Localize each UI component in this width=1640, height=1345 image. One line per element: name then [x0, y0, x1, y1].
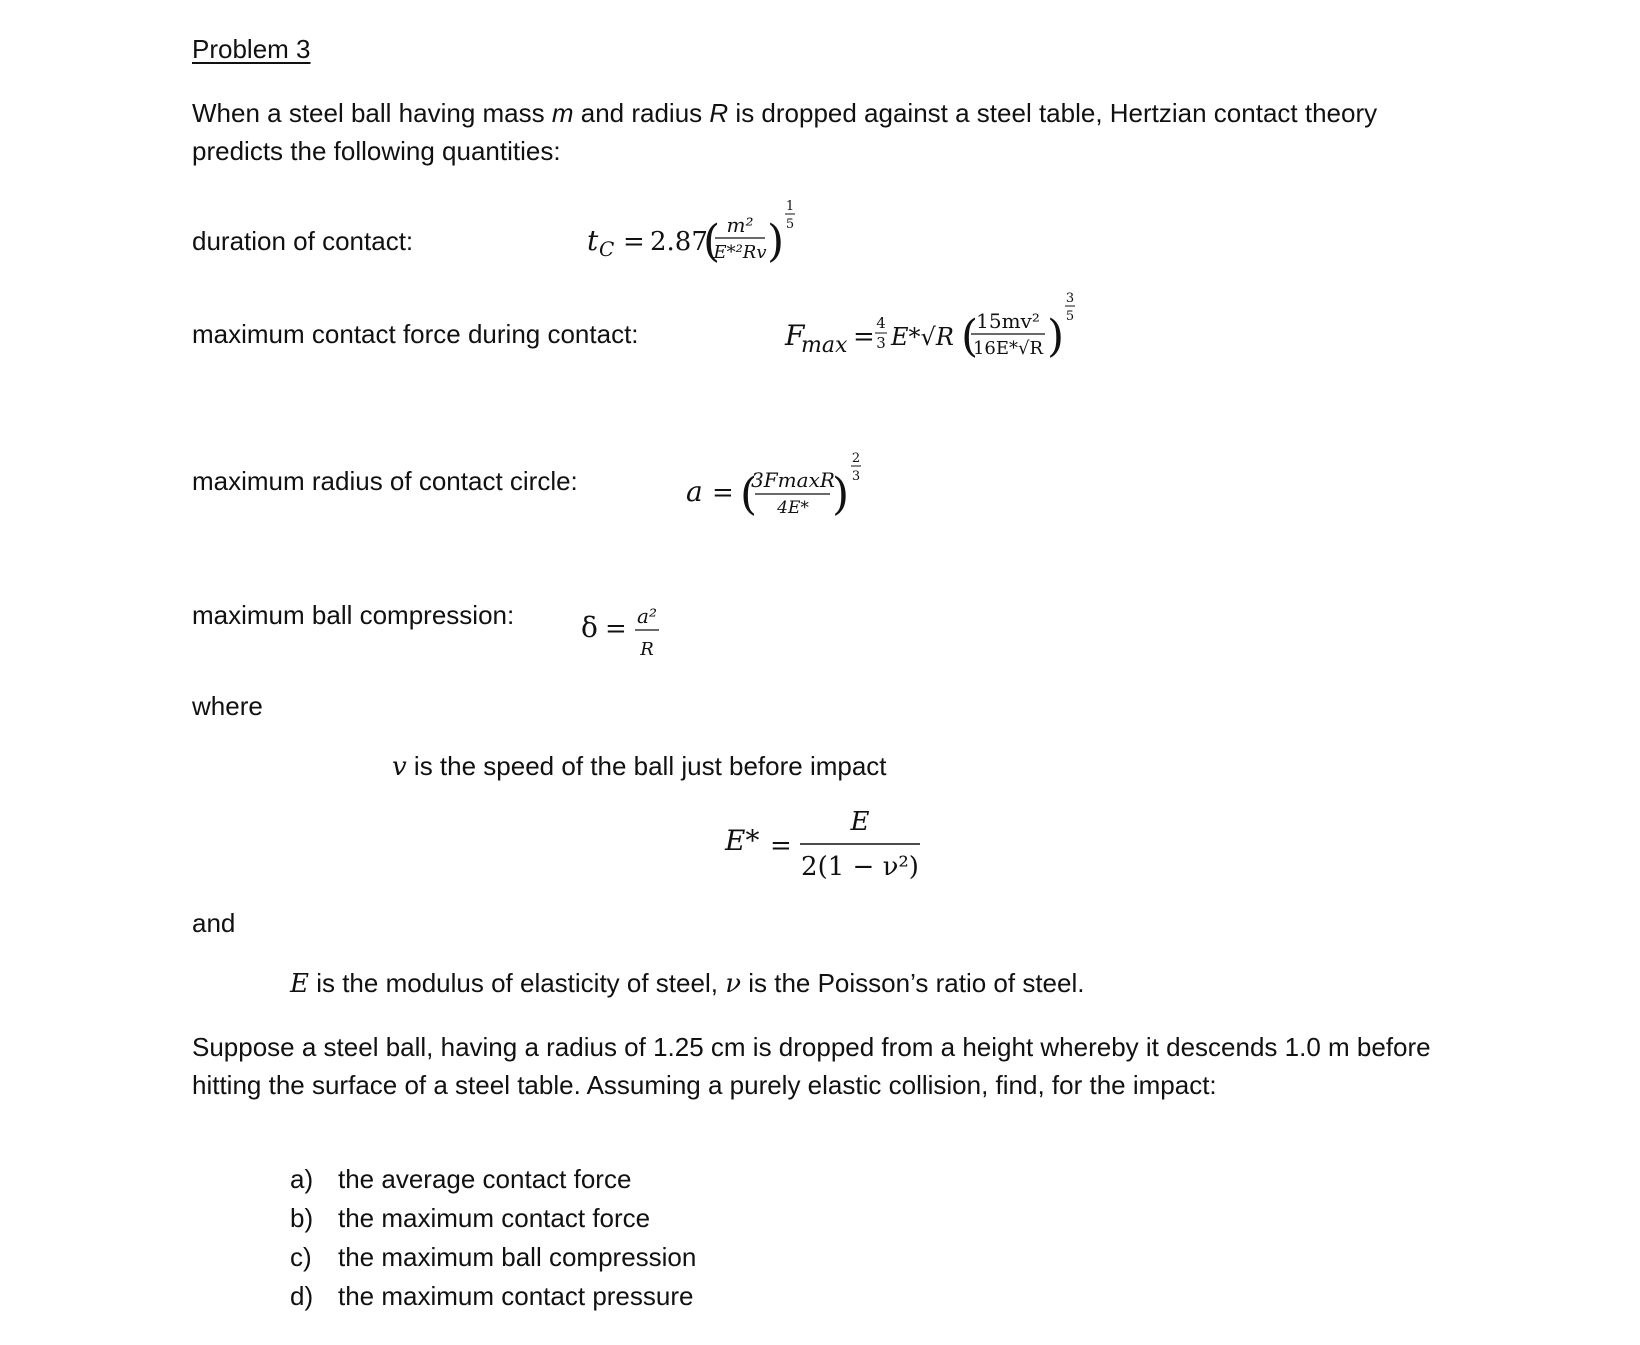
- e-definition: [290, 965, 1084, 1004]
- list-text: the maximum contact force: [338, 1203, 651, 1233]
- estar-denominator: 2(1 − ν²): [801, 852, 919, 882]
- e-var: E: [290, 969, 309, 999]
- fmax-exp-den: 5: [1065, 309, 1075, 324]
- nu-var: ν: [725, 969, 741, 999]
- e-text2: is the Poisson’s ratio of steel.: [741, 968, 1085, 998]
- tc-denominator: E*²Rv: [713, 242, 767, 263]
- list-marker: a): [290, 1164, 314, 1194]
- fmax-frac-num: 4: [876, 314, 886, 332]
- fmax-equals: =: [853, 322, 875, 352]
- tc-right-paren: ): [767, 216, 785, 267]
- intro-part2: and radius: [573, 98, 710, 128]
- fmax-middle: E*√R: [891, 323, 954, 351]
- problem-title: Problem 3: [192, 34, 311, 64]
- a-exp-den: 3: [851, 469, 861, 484]
- a-exp-num: 2: [851, 451, 861, 466]
- v-var: v: [392, 752, 407, 782]
- delta-equation: [575, 595, 685, 670]
- duration-label: duration of contact:: [192, 226, 414, 256]
- and-label: and: [192, 908, 236, 938]
- radius-label: maximum radius of contact circle:: [192, 466, 578, 496]
- delta-equals: =: [605, 614, 627, 644]
- fmax-equation: [775, 290, 1105, 380]
- compression-label: maximum ball compression:: [192, 600, 515, 630]
- tc-lhs-sub: C: [599, 237, 615, 261]
- list-marker: d): [290, 1281, 314, 1311]
- fmax-numerator: 15mv²: [976, 309, 1040, 333]
- a-lhs: a: [686, 475, 703, 508]
- force-label: maximum contact force during contact:: [192, 319, 639, 349]
- fmax-lhs-sub: max: [801, 333, 848, 358]
- fmax-denominator: 16E*√R: [972, 338, 1044, 359]
- e-text1: is the modulus of elasticity of steel,: [308, 968, 726, 998]
- estar-lhs: E*: [725, 824, 760, 857]
- delta-lhs: δ: [581, 611, 598, 644]
- intro-var-m: m: [551, 98, 574, 128]
- fmax-frac-den: 3: [876, 334, 886, 352]
- a-left-paren: (: [740, 469, 758, 520]
- tc-coef: 2.87: [650, 227, 708, 257]
- delta-denominator: R: [640, 639, 654, 660]
- tc-exp-den: 5: [785, 217, 795, 232]
- delta-numerator: a²: [637, 604, 657, 628]
- a-denominator: 4E*: [777, 498, 809, 518]
- fmax-lhs-var: F: [785, 319, 805, 352]
- tc-exp-num: 1: [785, 199, 795, 214]
- tc-left-paren: (: [703, 216, 721, 267]
- scenario-paragraph: Suppose a steel ball, having a radius of 1.25 cm is dropped from a height whereby it descends 1.0 m before hitting the surface of a steel table. Assuming a purely elastic collision, find, for the impact:: [192, 1032, 1431, 1100]
- estar-numerator: E: [850, 807, 870, 837]
- intro-part3: is dropped against a steel table, Hertzian contact theory predicts the following quantities:: [192, 98, 1378, 166]
- tc-lhs-var: t: [587, 224, 599, 257]
- list-text: the maximum contact pressure: [338, 1281, 694, 1311]
- v-definition: [392, 748, 887, 787]
- a-equation: [680, 445, 880, 535]
- a-equals: =: [712, 478, 734, 508]
- tc-equation: [575, 190, 835, 280]
- estar-equals: =: [770, 831, 792, 861]
- a-right-paren: ): [832, 469, 850, 520]
- list-marker: c): [290, 1242, 312, 1272]
- list-text: the maximum ball compression: [338, 1242, 697, 1272]
- a-numerator: 3FmaxR: [751, 468, 835, 492]
- tc-numerator: m²: [726, 213, 754, 237]
- list-text: the average contact force: [338, 1164, 632, 1194]
- list-marker: b): [290, 1203, 314, 1233]
- tc-equals: =: [623, 227, 645, 257]
- v-text: is the speed of the ball just before impact: [406, 751, 887, 781]
- intro-paragraph: [192, 94, 1472, 170]
- fmax-left-paren: (: [961, 311, 979, 362]
- estar-equation: [720, 800, 940, 895]
- where-label: where: [192, 691, 263, 721]
- intro-part1: When a steel ball having mass: [192, 98, 552, 128]
- intro-var-R: R: [709, 98, 729, 128]
- fmax-right-paren: ): [1047, 311, 1065, 362]
- fmax-exp-num: 3: [1065, 291, 1075, 306]
